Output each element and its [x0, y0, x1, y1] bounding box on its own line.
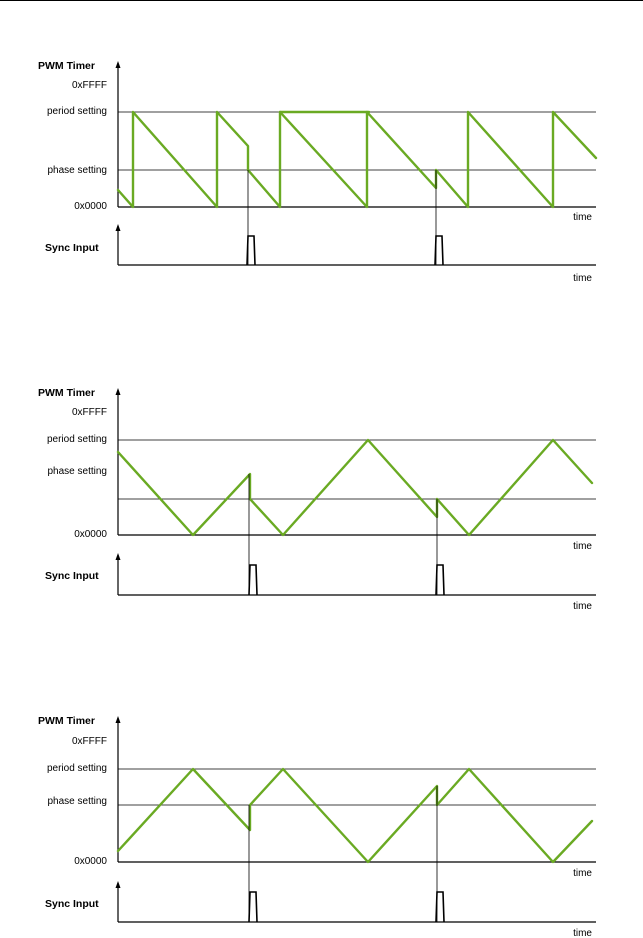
timing-diagram-3 — [38, 715, 596, 938]
max-value-label: 0xFFFF — [72, 736, 107, 747]
sync-pulse-1 — [249, 565, 257, 595]
period-setting-label: period setting — [46, 763, 107, 774]
phase-setting-label: phase setting — [47, 796, 107, 807]
period-setting-label: period setting — [46, 434, 107, 445]
sync-time-label: time — [573, 928, 592, 938]
pwm-waveform-tail — [280, 112, 596, 207]
sync-pulse-1 — [249, 892, 257, 922]
period-setting-label: period setting — [46, 106, 107, 117]
sync-time-label: time — [573, 273, 592, 284]
timer-y-axis-arrow — [116, 716, 121, 723]
pwm-timer-title: PWM Timer — [38, 715, 95, 727]
timer-time-label: time — [573, 541, 592, 552]
phase-setting-label: phase setting — [47, 165, 107, 176]
pwm-waveform — [118, 112, 369, 207]
zero-value-label: 0x0000 — [74, 201, 107, 212]
sync-input-title: Sync Input — [45, 570, 99, 582]
sync-y-axis-arrow — [116, 881, 121, 888]
sync-time-label: time — [573, 601, 592, 612]
pwm-timer-title: PWM Timer — [38, 60, 95, 72]
timing-diagram-2 — [38, 387, 596, 612]
pwm-waveform — [118, 440, 592, 535]
sync-y-axis-arrow — [116, 224, 121, 231]
timer-y-axis-arrow — [116, 61, 121, 68]
sync-input-title: Sync Input — [45, 242, 99, 254]
zero-value-label: 0x0000 — [74, 856, 107, 867]
max-value-label: 0xFFFF — [72, 407, 107, 418]
sync-y-axis-arrow — [116, 553, 121, 560]
sync-input-title: Sync Input — [45, 898, 99, 910]
max-value-label: 0xFFFF — [72, 80, 107, 91]
zero-value-label: 0x0000 — [74, 529, 107, 540]
pwm-timer-title: PWM Timer — [38, 387, 95, 399]
pwm-waveform — [118, 769, 592, 862]
timer-y-axis-arrow — [116, 388, 121, 395]
timer-time-label: time — [573, 212, 592, 223]
timing-diagram-1 — [38, 60, 596, 284]
timer-time-label: time — [573, 868, 592, 879]
phase-setting-label: phase setting — [47, 466, 107, 477]
